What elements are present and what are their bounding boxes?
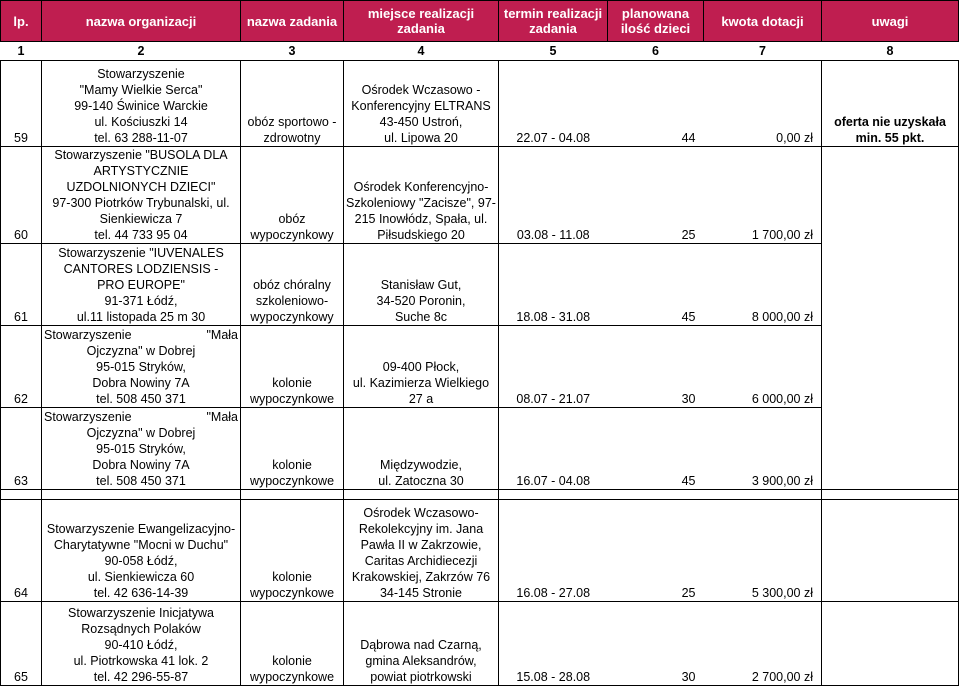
org-line: tel. 508 450 371 xyxy=(96,392,186,406)
task-line: zdrowotny xyxy=(263,131,321,145)
task-line: wypoczynkowy xyxy=(250,310,334,324)
org-line: Charytatywne "Mocni w Duchu" xyxy=(53,538,229,552)
table-row xyxy=(1,408,959,490)
org-line: CANTORES LODZIENSIS - xyxy=(63,262,219,276)
row-location xyxy=(344,61,499,147)
table-row xyxy=(1,326,959,408)
header-kwota: kwota dotacji xyxy=(704,1,822,42)
spacer-cell xyxy=(499,490,608,500)
task-line: wypoczynkowy xyxy=(250,228,334,242)
org-line: ul. Kościuszki 14 xyxy=(94,115,188,129)
org-line: "Mamy Wielkie Serca" xyxy=(79,83,203,97)
location-line: Caritas Archidiecezji xyxy=(364,554,478,568)
location-line: Ośrodek Konferencyjno- xyxy=(353,180,489,194)
location-line: gmina Aleksandrów, xyxy=(365,654,477,668)
org-line: Ojczyzna" w Dobrej xyxy=(86,426,196,440)
row-organization xyxy=(42,147,241,244)
row-term: 18.08 - 31.08 xyxy=(499,244,608,326)
location-line: ul. Kazimierza Wielkiego xyxy=(352,376,490,390)
header-row xyxy=(1,1,959,42)
row-location xyxy=(344,244,499,326)
row-location xyxy=(344,500,499,602)
row-organization xyxy=(42,326,241,408)
row-term: 08.07 - 21.07 xyxy=(499,326,608,408)
org-line: Stowarzyszenie "BUSOLA DLA xyxy=(54,148,228,162)
org-line: 95-015 Stryków, xyxy=(96,360,186,374)
row-task xyxy=(241,244,344,326)
org-line: Stowarzyszenie Inicjatywa xyxy=(68,606,214,620)
row-grant-amount: 1 700,00 zł xyxy=(704,147,822,244)
location-line: Rekolekcyjny im. Jana xyxy=(358,522,484,536)
row-organization xyxy=(42,602,241,686)
org-line: ul. Piotrkowska 41 lok. 2 xyxy=(73,654,209,668)
header-uwagi: uwagi xyxy=(822,1,959,42)
task-line: obóz chóralny xyxy=(253,278,331,292)
row-task xyxy=(241,326,344,408)
task-line: kolonie xyxy=(272,458,312,472)
location-line: Piłsudskiego 20 xyxy=(377,228,465,242)
task-line: wypoczynkowe xyxy=(249,392,335,406)
column-number: 4 xyxy=(344,42,499,61)
row-organization xyxy=(42,408,241,490)
org-line-left: Stowarzyszenie xyxy=(44,328,132,342)
table-row xyxy=(1,61,959,147)
header-lp: lp. xyxy=(1,1,42,42)
row-term: 22.07 - 04.08 xyxy=(499,61,608,147)
location-line: ul. Lipowa 20 xyxy=(384,131,458,145)
location-line: Dąbrowa nad Czarną, xyxy=(360,638,482,652)
row-grant-amount: 8 000,00 zł xyxy=(704,244,822,326)
task-line: wypoczynkowe xyxy=(249,670,335,684)
row-task xyxy=(241,147,344,244)
spacer-cell xyxy=(822,490,959,500)
row-location xyxy=(344,147,499,244)
task-line: wypoczynkowe xyxy=(249,474,335,488)
org-line: ul. Sienkiewicza 60 xyxy=(87,570,195,584)
column-number: 7 xyxy=(704,42,822,61)
row-remarks xyxy=(822,326,959,408)
org-line: Stowarzyszenie xyxy=(97,67,185,81)
row-grant-amount: 6 000,00 zł xyxy=(704,326,822,408)
org-line: 99-140 Świnice Warckie xyxy=(74,99,208,113)
row-children-count: 25 xyxy=(608,500,704,602)
row-children-count: 30 xyxy=(608,326,704,408)
org-line: tel. 508 450 371 xyxy=(96,474,186,488)
spacer-cell xyxy=(344,490,499,500)
row-lp: 63 xyxy=(1,408,42,490)
header-zadanie: nazwa zadania xyxy=(241,1,344,42)
row-grant-amount: 0,00 zł xyxy=(704,61,822,147)
column-numbers-row xyxy=(1,42,959,61)
org-line: Dobra Nowiny 7A xyxy=(92,376,190,390)
location-line: Międzywodzie, xyxy=(380,458,462,472)
location-line: 215 Inowłódz, Spała, ul. xyxy=(354,212,488,226)
location-line: 27 a xyxy=(408,392,434,406)
row-remarks xyxy=(822,602,959,686)
row-children-count: 30 xyxy=(608,602,704,686)
org-line: 90-058 Łódź, xyxy=(104,554,178,568)
header-termin: termin realizacji zadania xyxy=(499,1,608,42)
row-grant-amount: 3 900,00 zł xyxy=(704,408,822,490)
org-line: tel. 42 636-14-39 xyxy=(93,586,189,600)
header-miejsce: miejsce realizacji zadania xyxy=(344,1,499,42)
task-line: szkoleniowo- xyxy=(255,294,329,308)
remarks-line: min. 55 pkt. xyxy=(855,131,925,145)
org-line xyxy=(44,327,238,343)
row-remarks xyxy=(822,61,959,147)
row-organization xyxy=(42,500,241,602)
row-organization xyxy=(42,61,241,147)
row-term: 16.07 - 04.08 xyxy=(499,408,608,490)
spacer-cell xyxy=(42,490,241,500)
org-line: Sienkiewicza 7 xyxy=(99,212,183,226)
org-line: UZDOLNIONYCH DZIECI" xyxy=(66,180,216,194)
header-ilosc: planowana ilość dzieci xyxy=(608,1,704,42)
spacer-cell xyxy=(241,490,344,500)
location-line: Pawła II w Zakrzowie, xyxy=(360,538,482,552)
row-location xyxy=(344,326,499,408)
org-line: 97-300 Piotrków Trybunalski, ul. xyxy=(52,196,230,210)
row-task xyxy=(241,500,344,602)
row-remarks xyxy=(822,500,959,602)
row-grant-amount: 2 700,00 zł xyxy=(704,602,822,686)
org-line-right: "Mała xyxy=(206,410,238,424)
table-row xyxy=(1,244,959,326)
spacer-cell xyxy=(608,490,704,500)
location-line: Ośrodek Wczasowo - xyxy=(361,83,481,97)
org-line: Ojczyzna" w Dobrej xyxy=(86,344,196,358)
task-line: obóz sportowo - xyxy=(247,115,337,129)
row-location xyxy=(344,408,499,490)
row-term: 03.08 - 11.08 xyxy=(499,147,608,244)
remarks-line: oferta nie uzyskała xyxy=(834,115,946,129)
column-number: 3 xyxy=(241,42,344,61)
spacer-row xyxy=(1,490,959,500)
row-task xyxy=(241,408,344,490)
location-line: 34-520 Poronin, xyxy=(376,294,466,308)
location-line: ul. Zatoczna 30 xyxy=(378,474,464,488)
location-line: Stanisław Gut, xyxy=(380,278,462,292)
org-line-right: "Mała xyxy=(206,328,238,342)
row-grant-amount: 5 300,00 zł xyxy=(704,500,822,602)
location-line: Krakowskiej, Zakrzów 76 xyxy=(351,570,491,584)
row-lp: 60 xyxy=(1,147,42,244)
org-line: Dobra Nowiny 7A xyxy=(92,458,190,472)
row-children-count: 44 xyxy=(608,61,704,147)
table-row xyxy=(1,147,959,244)
org-line: Stowarzyszenie "IUVENALES xyxy=(58,246,224,260)
org-line: ul.11 listopada 25 m 30 xyxy=(76,310,206,324)
task-line: kolonie xyxy=(272,654,312,668)
column-number: 8 xyxy=(822,42,959,61)
row-children-count: 45 xyxy=(608,408,704,490)
location-line: Szkoleniowy "Zacisze", 97- xyxy=(346,196,496,210)
table-row xyxy=(1,500,959,602)
org-line: 90-410 Łódź, xyxy=(104,638,178,652)
org-line: Stowarzyszenie Ewangelizacyjno- xyxy=(46,522,236,536)
row-task xyxy=(241,602,344,686)
org-line xyxy=(44,409,238,425)
org-line: tel. 42 296-55-87 xyxy=(93,670,189,684)
task-line: obóz xyxy=(278,212,306,226)
row-task xyxy=(241,61,344,147)
row-lp: 59 xyxy=(1,61,42,147)
location-line: 09-400 Płock, xyxy=(382,360,460,374)
row-children-count: 25 xyxy=(608,147,704,244)
column-number: 2 xyxy=(42,42,241,61)
header-org: nazwa organizacji xyxy=(42,1,241,42)
org-line: PRO EUROPE" xyxy=(97,278,185,292)
location-line: powiat piotrkowski xyxy=(370,670,472,684)
task-line: kolonie xyxy=(272,376,312,390)
row-lp: 65 xyxy=(1,602,42,686)
row-location xyxy=(344,602,499,686)
location-line: Suche 8c xyxy=(394,310,448,324)
org-line-left: Stowarzyszenie xyxy=(44,410,132,424)
row-term: 15.08 - 28.08 xyxy=(499,602,608,686)
task-line: wypoczynkowe xyxy=(249,586,335,600)
row-children-count: 45 xyxy=(608,244,704,326)
table-row xyxy=(1,602,959,686)
row-organization xyxy=(42,244,241,326)
location-line: 34-145 Stronie xyxy=(379,586,462,600)
row-lp: 64 xyxy=(1,500,42,602)
row-remarks xyxy=(822,244,959,326)
column-number: 5 xyxy=(499,42,608,61)
location-line: 43-450 Ustroń, xyxy=(379,115,463,129)
org-line: tel. 63 288-11-07 xyxy=(94,131,188,145)
location-line: Konferencyjny ELTRANS xyxy=(351,99,491,113)
task-line: kolonie xyxy=(272,570,312,584)
spacer-cell xyxy=(704,490,822,500)
row-remarks xyxy=(822,408,959,490)
spacer-cell xyxy=(1,490,42,500)
org-line: 95-015 Stryków, xyxy=(96,442,186,456)
row-lp: 61 xyxy=(1,244,42,326)
column-number: 1 xyxy=(1,42,42,61)
org-line: tel. 44 733 95 04 xyxy=(94,228,188,242)
location-line: Ośrodek Wczasowo- xyxy=(363,506,479,520)
org-line: Rozsądnych Polaków xyxy=(81,622,201,636)
row-lp: 62 xyxy=(1,326,42,408)
column-number: 6 xyxy=(608,42,704,61)
org-line: 91-371 Łódź, xyxy=(104,294,178,308)
org-line: ARTYSTYCZNIE xyxy=(93,164,189,178)
row-remarks xyxy=(822,147,959,244)
row-term: 16.08 - 27.08 xyxy=(499,500,608,602)
